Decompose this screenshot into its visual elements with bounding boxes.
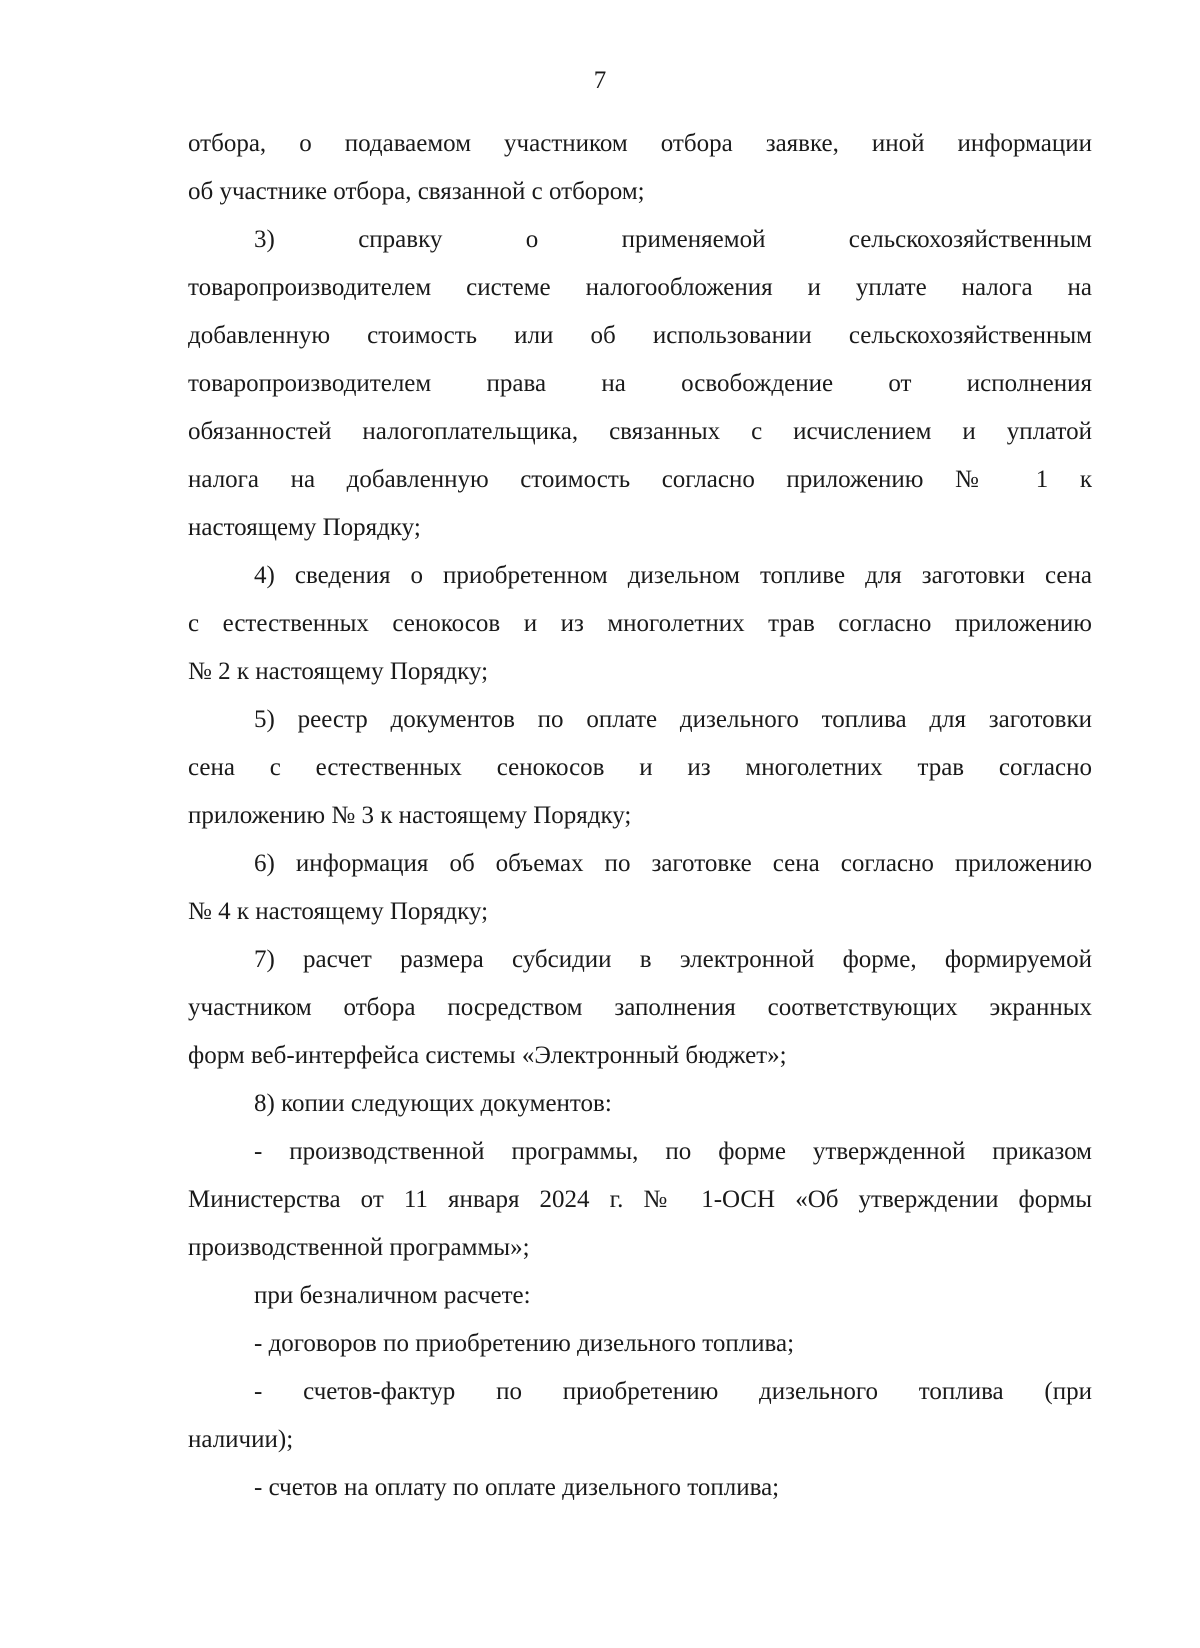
text-line: 6) информация об объемах по заготовке сена согласно приложению [254,850,1092,877]
text-line: наличии); [188,1426,294,1453]
text-line: № 4 к настоящему Порядку; [188,898,489,925]
text-line: при безналичном расчете: [254,1282,531,1309]
text-line: товаропроизводителем системе налогообложения и уплате налога на [188,274,1092,301]
text-line: форм веб-интерфейса системы «Электронный бюджет»; [188,1042,787,1069]
text-line: об участнике отбора, связанной с отбором; [188,178,645,205]
text-line: настоящему Порядку; [188,514,421,541]
text-line: налога на добавленную стоимость согласно приложению № 1 к [188,466,1092,493]
text-line: с естественных сенокосов и из многолетних трав согласно приложению [188,610,1092,637]
page-number: 7 [593,67,607,94]
text-line: - производственной программы, по форме утвержденной приказом [254,1138,1092,1165]
paragraph-invoices [188,1368,1092,1464]
text-line: № 2 к настоящему Порядку; [188,658,489,685]
paragraph-item-6 [188,840,1092,936]
text-line: участником отбора посредством заполнения соответствующих экранных [188,994,1092,1021]
text-line: 8) копии следующих документов: [254,1090,612,1117]
text-line: 7) расчет размера субсидии в электронной форме, формируемой [254,946,1092,973]
paragraph-item-4 [188,552,1092,696]
paragraph-contracts [188,1320,1092,1368]
paragraph-item-8 [188,1080,1092,1128]
text-line: сена с естественных сенокосов и из многолетних трав согласно [188,754,1092,781]
document-body [188,120,1092,1512]
paragraph-item-5 [188,696,1092,840]
text-line: приложению № 3 к настоящему Порядку; [188,802,632,829]
text-line: обязанностей налогоплательщика, связанных с исчислением и уплатой [188,418,1092,445]
paragraph-payment-bills [188,1464,1092,1512]
text-line: отбора, о подаваемом участником отбора заявке, иной информации [188,130,1092,157]
text-line: - счетов на оплату по оплате дизельного топлива; [254,1474,780,1501]
text-line: - счетов-фактур по приобретению дизельного топлива (при [254,1378,1092,1405]
text-line: 5) реестр документов по оплате дизельного топлива для заготовки [254,706,1092,733]
text-line: товаропроизводителем права на освобождение от исполнения [188,370,1092,397]
text-line: 3) справку о применяемой сельскохозяйственным [254,226,1092,253]
text-line: 4) сведения о приобретенном дизельном топливе для заготовки сена [254,562,1092,589]
text-line: добавленную стоимость или об использовании сельскохозяйственным [188,322,1092,349]
text-line: производственной программы»; [188,1234,530,1261]
text-line: Министерства от 11 января 2024 г. № 1-ОСН «Об утверждении формы [188,1186,1092,1213]
paragraph-cashless [188,1272,1092,1320]
paragraph-item-7 [188,936,1092,1080]
paragraph-1 [188,120,1092,216]
paragraph-item-3 [188,216,1092,552]
text-line: - договоров по приобретению дизельного топлива; [254,1330,795,1357]
paragraph-production-program [188,1128,1092,1272]
